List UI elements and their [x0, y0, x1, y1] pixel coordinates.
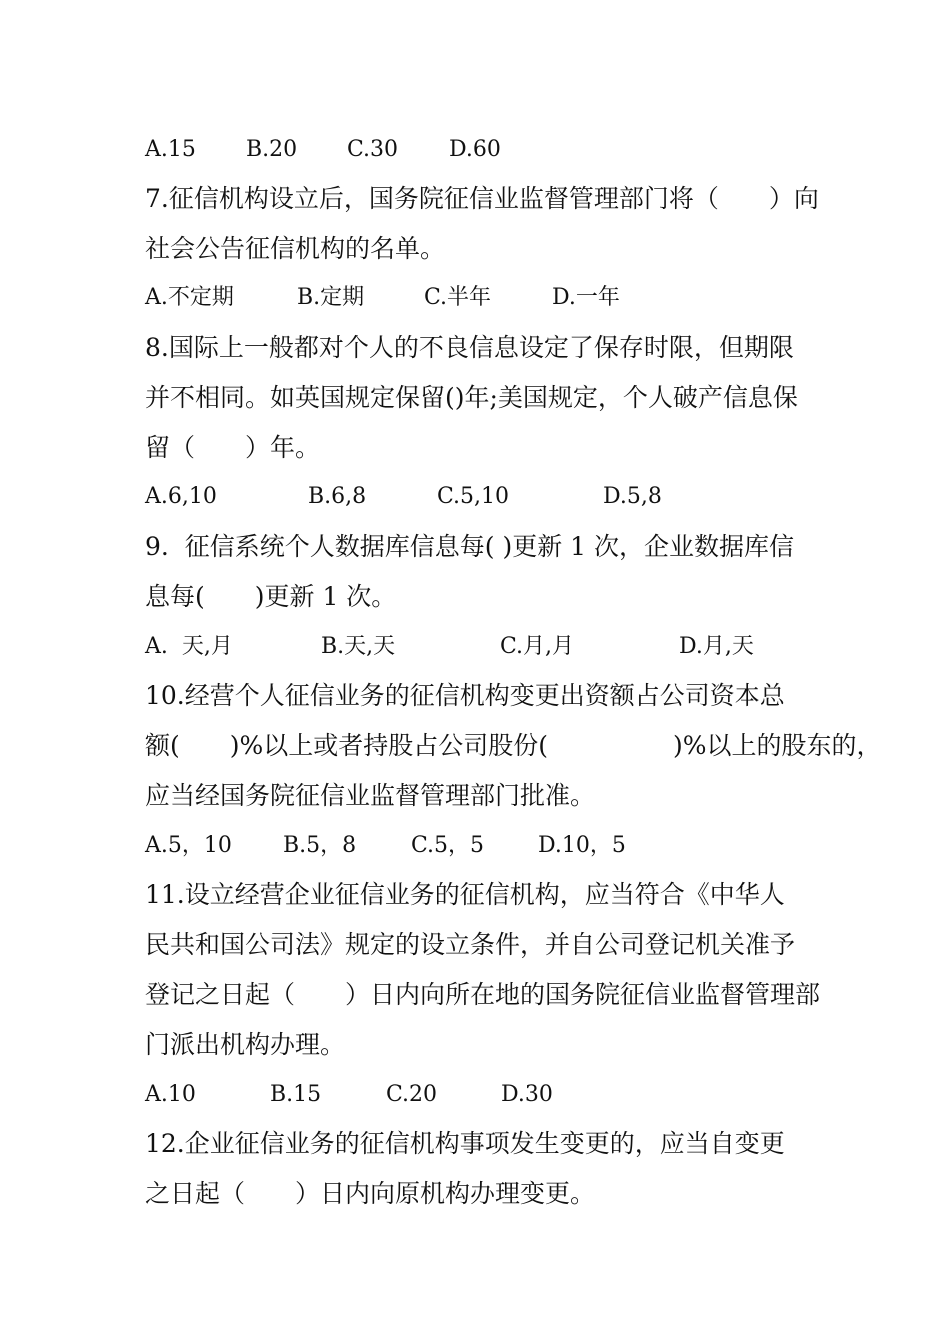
- q10-stem-line-1: 10.经营个人征信业务的征信机构变更出资额占公司资本总: [145, 681, 785, 710]
- q11-stem-line-2: 民共和国公司法》规定的设立条件，并自公司登记机关准予: [145, 930, 796, 959]
- q11-option-a: A.10: [145, 1082, 196, 1107]
- q9-stem-line-2: 息每( )更新 1 次。: [145, 582, 397, 611]
- q6-option-a: A.15: [145, 137, 196, 162]
- q10-stem-line-3: 应当经国务院征信业监督管理部门批准。: [145, 781, 596, 810]
- q10-stem-line-2: 额( )%以上或者持股占公司股份( )%以上的股东的，: [145, 731, 882, 760]
- q11-option-b: B.15: [270, 1082, 322, 1107]
- q7-options: [145, 283, 845, 313]
- q8-option-c: C.5,10: [437, 484, 510, 509]
- q9-options: [145, 632, 845, 662]
- q6-options: [145, 135, 845, 165]
- q7-option-d: D.一年: [552, 285, 620, 310]
- q11-stem-line-4: 门派出机构办理。: [145, 1030, 346, 1059]
- q12-stem-line-2: 之日起（ ）日内向原机构办理变更。: [145, 1179, 596, 1208]
- q8-option-b: B.6,8: [308, 484, 367, 509]
- q10-option-a: A.5，10: [145, 833, 232, 858]
- q7-stem-line-2: 社会公告征信机构的名单。: [145, 234, 446, 263]
- q10-option-c: C.5，5: [411, 833, 485, 858]
- q8-options: [145, 482, 845, 512]
- q10-option-d: D.10，5: [538, 833, 626, 858]
- q11-stem-line-1: 11.设立经营企业征信业务的征信机构，应当符合《中华人: [145, 880, 785, 909]
- q7-option-c: C.半年: [424, 285, 492, 310]
- q7-option-b: B.定期: [297, 285, 365, 310]
- q11-option-c: C.20: [386, 1082, 438, 1107]
- q9-option-b: B.天,天: [321, 634, 396, 659]
- q8-option-d: D.5,8: [603, 484, 662, 509]
- q11-stem-line-3: 登记之日起（ ）日内向所在地的国务院征信业监督管理部: [145, 980, 821, 1009]
- q6-option-b: B.20: [246, 137, 298, 162]
- q12-stem-line-1: 12.企业征信业务的征信机构事项发生变更的，应当自变更: [145, 1129, 785, 1158]
- q9-stem-line-1: 9. 征信系统个人数据库信息每( )更新 1 次，企业数据库信: [145, 532, 795, 561]
- q9-option-a: A. 天,月: [145, 634, 233, 659]
- q7-stem-line-1: 7.征信机构设立后，国务院征信业监督管理部门将（ ）向: [145, 184, 819, 213]
- q10-options: [145, 831, 845, 861]
- q9-option-d: D.月,天: [679, 634, 754, 659]
- q8-stem-line-1: 8.国际上一般都对个人的不良信息设定了保存时限，但期限: [145, 333, 794, 362]
- q10-option-b: B.5，8: [283, 833, 357, 858]
- q8-stem-line-3: 留（ ）年。: [145, 433, 321, 462]
- q8-option-a: A.6,10: [145, 484, 217, 509]
- q11-option-d: D.30: [501, 1082, 553, 1107]
- q11-options: [145, 1080, 845, 1110]
- q9-option-c: C.月,月: [500, 634, 575, 659]
- q6-option-d: D.60: [449, 137, 501, 162]
- q6-option-c: C.30: [347, 137, 399, 162]
- q8-stem-line-2: 并不相同。如英国规定保留()年;美国规定，个人破产信息保: [145, 383, 798, 412]
- q7-option-a: A.不定期: [145, 285, 234, 310]
